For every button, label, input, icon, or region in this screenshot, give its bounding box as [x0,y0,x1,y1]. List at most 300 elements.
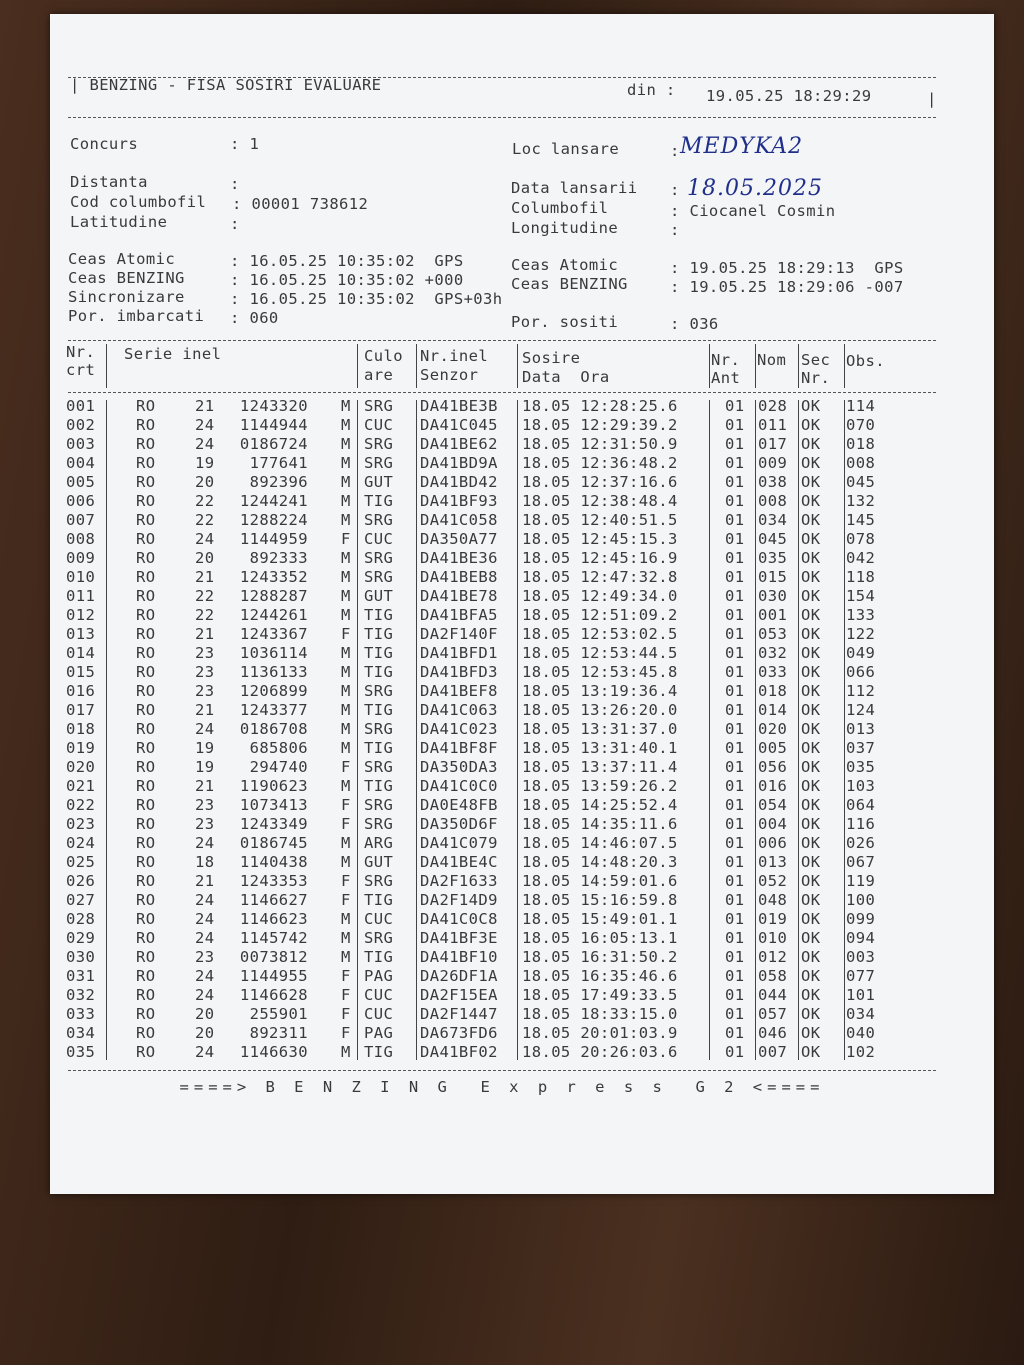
cell-nom: 033 [758,663,788,681]
cell-sensor: DA41C023 [420,720,498,738]
cell-arrival: 18.05 12:53:02.5 [522,625,678,643]
cell-nr: 033 [66,1005,96,1023]
cell-ring: 1036114 [239,644,308,662]
cell-nom: 032 [758,644,788,662]
cell-obs: 067 [846,853,876,871]
cell-ring: 892333 [249,549,308,567]
cell-ant: 01 [725,1024,745,1042]
cell-nr: 007 [66,511,96,529]
cell-obs: 102 [846,1043,876,1061]
cell-ant: 01 [725,473,745,491]
col-sec-2: Nr. [801,369,831,387]
cell-sex: F [341,1005,351,1023]
table-row [50,511,994,530]
cell-color: GUT [364,473,394,491]
cell-ring: 0186724 [239,435,308,453]
longitudine-label: Longitudine [511,219,619,237]
cell-obs: 013 [846,720,876,738]
cell-sec: OK [801,872,821,890]
table-row [50,872,994,891]
cell-nr: 020 [66,758,96,776]
cell-ring: 1288287 [239,587,308,605]
cell-ring: 685806 [249,739,308,757]
cell-sensor: DA350DA3 [420,758,498,776]
col-nr-1: Nr. [66,343,96,361]
cell-ant: 01 [725,929,745,947]
cell-color: SRG [364,815,394,833]
cell-sensor: DA41BD9A [420,454,498,472]
right-clock-label-1: Ceas BENZING [511,275,628,293]
cell-arrival: 18.05 12:36:48.2 [522,454,678,472]
table-row [50,853,994,872]
cell-color: CUC [364,416,394,434]
cell-sensor: DA41BE4C [420,853,498,871]
table-row [50,435,994,454]
cell-obs: 099 [846,910,876,928]
cell-ring: 1145742 [239,929,308,947]
cell-ant: 01 [725,663,745,681]
cell-nom: 014 [758,701,788,719]
right-clock-value-0: : 19.05.25 18:29:13 GPS [670,259,904,277]
table-row [50,720,994,739]
header-column-separator [357,344,358,388]
distanta-value: : [230,175,240,193]
cell-nom: 020 [758,720,788,738]
cell-nr: 021 [66,777,96,795]
cell-ant: 01 [725,758,745,776]
cell-country: RO [136,796,156,814]
cell-arrival: 18.05 13:31:37.0 [522,720,678,738]
body-column-separator [755,400,756,1060]
left-clock-value-3: : 060 [230,309,279,327]
cell-arrival: 18.05 16:31:50.2 [522,948,678,966]
report-title: | BENZING - FISA SOSIRI EVALUARE [70,76,382,94]
arrivals-table [50,14,994,1194]
cell-sex: M [341,682,351,700]
cell-nr: 024 [66,834,96,852]
table-row [50,1024,994,1043]
cell-nr: 028 [66,910,96,928]
table-row [50,454,994,473]
cell-year: 23 [195,815,215,833]
table-row [50,397,994,416]
cell-sex: F [341,758,351,776]
cell-color: TIG [364,701,394,719]
cell-ring: 1206899 [239,682,308,700]
cell-obs: 008 [846,454,876,472]
body-column-separator [416,400,417,1060]
cell-ant: 01 [725,587,745,605]
latitudine-label: Latitudine [70,213,168,231]
cell-obs: 003 [846,948,876,966]
cell-obs: 132 [846,492,876,510]
cell-obs: 078 [846,530,876,548]
cell-country: RO [136,1043,156,1061]
cell-sex: F [341,1024,351,1042]
cell-sensor: DA41C058 [420,511,498,529]
data-lansarii-label: Data lansarii [511,179,638,197]
cell-sex: M [341,701,351,719]
cell-country: RO [136,663,156,681]
cell-nom: 006 [758,834,788,852]
cell-country: RO [136,758,156,776]
cell-sec: OK [801,720,821,738]
body-column-separator [844,400,845,1060]
cell-country: RO [136,435,156,453]
cell-sec: OK [801,929,821,947]
cell-country: RO [136,720,156,738]
cell-ring: 1244261 [239,606,308,624]
cell-nr: 022 [66,796,96,814]
cell-sensor: DA41BF02 [420,1043,498,1061]
title-right-bar: | [927,90,937,108]
cell-country: RO [136,682,156,700]
cell-ring: 1243367 [239,625,308,643]
col-nr-2: crt [66,361,96,379]
cell-nr: 023 [66,815,96,833]
cell-ring: 177641 [249,454,308,472]
cell-country: RO [136,872,156,890]
cell-arrival: 18.05 14:48:20.3 [522,853,678,871]
cell-ring: 1144955 [239,967,308,985]
cell-sec: OK [801,739,821,757]
col-obs: Obs. [846,352,885,370]
cell-sensor: DA350A77 [420,530,498,548]
left-clock-label-2: Sincronizare [68,288,185,306]
distanta-label: Distanta [70,173,148,191]
cell-arrival: 18.05 14:35:11.6 [522,815,678,833]
cell-ant: 01 [725,948,745,966]
cell-nr: 013 [66,625,96,643]
cell-ant: 01 [725,1043,745,1061]
cell-arrival: 18.05 14:59:01.6 [522,872,678,890]
cell-year: 19 [195,758,215,776]
cell-sex: M [341,473,351,491]
cell-ring: 294740 [249,758,308,776]
cell-color: CUC [364,1005,394,1023]
cell-nr: 018 [66,720,96,738]
cell-color: CUC [364,530,394,548]
cell-obs: 100 [846,891,876,909]
header-column-separator [106,344,107,388]
cell-obs: 116 [846,815,876,833]
cell-nr: 005 [66,473,96,491]
cell-nom: 010 [758,929,788,947]
cell-ant: 01 [725,416,745,434]
cell-year: 19 [195,454,215,472]
cell-country: RO [136,910,156,928]
cell-ant: 01 [725,853,745,871]
cell-year: 20 [195,1005,215,1023]
cell-ring: 1243377 [239,701,308,719]
cell-nom: 048 [758,891,788,909]
cell-nom: 017 [758,435,788,453]
body-column-separator [357,400,358,1060]
cell-year: 21 [195,625,215,643]
cell-nom: 057 [758,1005,788,1023]
cell-sec: OK [801,777,821,795]
cell-sec: OK [801,454,821,472]
cell-color: TIG [364,1043,394,1061]
cell-year: 24 [195,1043,215,1061]
cell-arrival: 18.05 20:26:03.6 [522,1043,678,1061]
cell-nom: 053 [758,625,788,643]
cell-obs: 042 [846,549,876,567]
cell-sex: M [341,435,351,453]
cell-ant: 01 [725,606,745,624]
cell-sex: M [341,739,351,757]
cell-ring: 1146628 [239,986,308,1004]
cell-arrival: 18.05 12:29:39.2 [522,416,678,434]
cell-sensor: DA41BF3E [420,929,498,947]
concurs-label: Concurs [70,135,139,153]
table-row [50,948,994,967]
cell-nr: 012 [66,606,96,624]
table-row [50,986,994,1005]
cell-sensor: DA2F14D9 [420,891,498,909]
cell-ring: 1136133 [239,663,308,681]
cell-sensor: DA2F1633 [420,872,498,890]
table-row [50,1005,994,1024]
cell-year: 24 [195,986,215,1004]
cell-sec: OK [801,758,821,776]
cell-country: RO [136,511,156,529]
cell-country: RO [136,530,156,548]
cell-sex: M [341,454,351,472]
cell-sec: OK [801,948,821,966]
cell-sensor: DA26DF1A [420,967,498,985]
table-row [50,682,994,701]
col-serie: Serie inel [124,345,222,363]
cell-country: RO [136,492,156,510]
cell-obs: 045 [846,473,876,491]
header-column-separator [755,344,756,388]
cell-nr: 002 [66,416,96,434]
table-row [50,910,994,929]
col-ant-2: Ant [711,369,741,387]
header-column-separator [416,344,417,388]
body-column-separator [106,400,107,1060]
cell-ring: 1243320 [239,397,308,415]
table-row [50,625,994,644]
footer-text: ====> B E N Z I N G E x p r e s s G 2 <==== [179,1078,825,1096]
cell-nom: 009 [758,454,788,472]
cell-color: TIG [364,663,394,681]
cell-color: CUC [364,986,394,1004]
cell-sex: M [341,416,351,434]
cell-nom: 035 [758,549,788,567]
cell-sex: M [341,606,351,624]
cell-ring: 0073812 [239,948,308,966]
cell-nom: 011 [758,416,788,434]
cell-sec: OK [801,530,821,548]
cell-sec: OK [801,511,821,529]
cell-color: SRG [364,397,394,415]
cell-obs: 034 [846,1005,876,1023]
cell-sensor: DA41BE36 [420,549,498,567]
cell-arrival: 18.05 13:59:26.2 [522,777,678,795]
cell-country: RO [136,454,156,472]
cell-country: RO [136,948,156,966]
table-row [50,967,994,986]
cell-ring: 0186745 [239,834,308,852]
cell-sec: OK [801,644,821,662]
columbofil-label: Columbofil [511,199,609,217]
cell-obs: 122 [846,625,876,643]
cell-country: RO [136,853,156,871]
cell-nr: 029 [66,929,96,947]
cell-sec: OK [801,568,821,586]
cell-sensor: DA2F15EA [420,986,498,1004]
cell-nr: 006 [66,492,96,510]
table-row [50,758,994,777]
cell-country: RO [136,739,156,757]
columbofil-value: : Ciocanel Cosmin [670,202,836,220]
cell-country: RO [136,986,156,1004]
cell-color: PAG [364,1024,394,1042]
cell-color: TIG [364,606,394,624]
cell-arrival: 18.05 12:31:50.9 [522,435,678,453]
cell-color: TIG [364,492,394,510]
cell-ant: 01 [725,644,745,662]
cell-sex: M [341,1043,351,1061]
cell-sec: OK [801,1005,821,1023]
din-label: din : [627,81,676,99]
cell-sensor: DA41C079 [420,834,498,852]
cell-nr: 015 [66,663,96,681]
table-row [50,549,994,568]
cell-nr: 009 [66,549,96,567]
cell-color: CUC [364,910,394,928]
cell-nom: 001 [758,606,788,624]
table-row [50,815,994,834]
cell-country: RO [136,834,156,852]
cell-sec: OK [801,967,821,985]
cell-ring: 892396 [249,473,308,491]
cell-sensor: DA41C045 [420,416,498,434]
table-row [50,416,994,435]
cell-year: 24 [195,910,215,928]
cell-obs: 035 [846,758,876,776]
cell-sec: OK [801,549,821,567]
cell-sensor: DA350D6F [420,815,498,833]
cell-ring: 1146630 [239,1043,308,1061]
cell-arrival: 18.05 12:45:16.9 [522,549,678,567]
cell-sec: OK [801,663,821,681]
cell-color: ARG [364,834,394,852]
cell-nr: 026 [66,872,96,890]
table-row [50,834,994,853]
cell-obs: 094 [846,929,876,947]
cell-ant: 01 [725,986,745,1004]
cell-ring: 892311 [249,1024,308,1042]
cell-country: RO [136,777,156,795]
cell-nom: 045 [758,530,788,548]
cell-sex: M [341,397,351,415]
cell-ring: 1144959 [239,530,308,548]
cell-sensor: DA2F1447 [420,1005,498,1023]
cell-year: 24 [195,720,215,738]
cell-arrival: 18.05 12:45:15.3 [522,530,678,548]
cell-sec: OK [801,492,821,510]
divider-bottom [68,1070,936,1071]
table-row [50,473,994,492]
cell-ant: 01 [725,967,745,985]
cell-country: RO [136,549,156,567]
cell-color: TIG [364,644,394,662]
cell-arrival: 18.05 13:26:20.0 [522,701,678,719]
cell-sensor: DA41BE3B [420,397,498,415]
cell-nom: 007 [758,1043,788,1061]
cell-country: RO [136,416,156,434]
cell-ant: 01 [725,625,745,643]
handwritten-data-lansarii: 18.05.2025 [687,176,823,201]
cell-sensor: DA0E48FB [420,796,498,814]
data-lansarii-colon: : [670,181,680,199]
cell-year: 24 [195,530,215,548]
cell-arrival: 18.05 18:33:15.0 [522,1005,678,1023]
body-column-separator [517,400,518,1060]
cell-sex: M [341,720,351,738]
col-nom: Nom [757,351,787,369]
right-clock-label-2: Por. sositi [511,313,619,331]
cell-sex: M [341,853,351,871]
cell-sex: M [341,834,351,852]
table-row [50,777,994,796]
cell-year: 21 [195,568,215,586]
cell-obs: 026 [846,834,876,852]
cell-nr: 032 [66,986,96,1004]
cell-ring: 1073413 [239,796,308,814]
cell-ant: 01 [725,910,745,928]
cell-sex: M [341,910,351,928]
cell-sex: M [341,568,351,586]
cell-sec: OK [801,587,821,605]
cell-sec: OK [801,416,821,434]
cell-arrival: 18.05 16:35:46.6 [522,967,678,985]
cell-sex: M [341,587,351,605]
table-row [50,606,994,625]
table-row [50,929,994,948]
cell-sensor: DA2F140F [420,625,498,643]
cell-color: GUT [364,587,394,605]
cell-ring: 1144944 [239,416,308,434]
cell-sec: OK [801,796,821,814]
cell-year: 23 [195,663,215,681]
cell-sex: M [341,492,351,510]
cell-sex: M [341,644,351,662]
cell-sensor: DA41BF8F [420,739,498,757]
cell-nr: 019 [66,739,96,757]
cell-color: TIG [364,891,394,909]
cell-year: 19 [195,739,215,757]
cell-arrival: 18.05 12:51:09.2 [522,606,678,624]
cell-nr: 004 [66,454,96,472]
col-ant-1: Nr. [711,351,741,369]
cell-year: 20 [195,1024,215,1042]
cell-sensor: DA41BD42 [420,473,498,491]
header-column-separator [798,344,799,388]
cell-sensor: DA41BFD1 [420,644,498,662]
cell-year: 21 [195,777,215,795]
cell-country: RO [136,397,156,415]
cell-sensor: DA673FD6 [420,1024,498,1042]
cell-color: PAG [364,967,394,985]
cell-nr: 008 [66,530,96,548]
cell-year: 20 [195,549,215,567]
cell-sec: OK [801,473,821,491]
cell-sensor: DA41C063 [420,701,498,719]
